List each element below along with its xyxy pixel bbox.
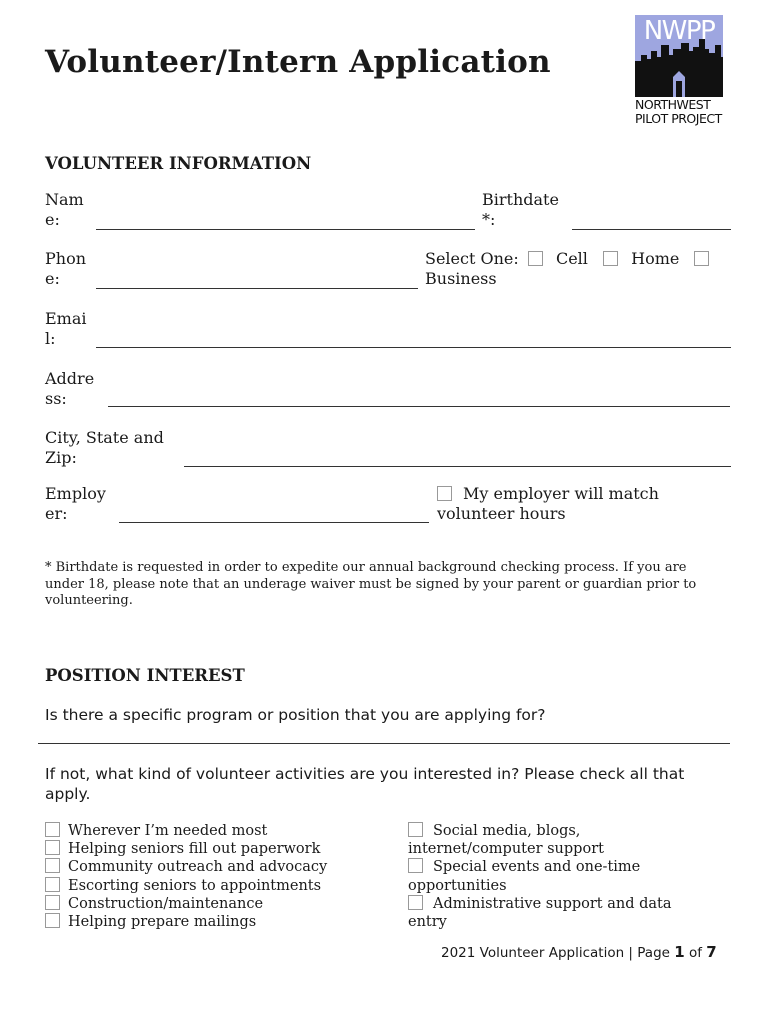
email-label: [45, 309, 87, 349]
address-field[interactable]: [108, 406, 730, 407]
list-item: [408, 858, 672, 876]
interest-options-left: [45, 822, 327, 931]
current-page-number: 1: [674, 943, 685, 961]
phone-type-selector: [425, 249, 709, 269]
logo-sky: [635, 15, 723, 97]
option-label: Escorting seniors to appointments: [68, 877, 322, 894]
birthdate-field[interactable]: [572, 229, 731, 230]
option-label-line-1: Special events and one-time: [433, 859, 641, 876]
business-checkbox[interactable]: [694, 251, 709, 266]
employer-label-line-1: Employ: [45, 484, 106, 503]
option-checkbox[interactable]: [45, 877, 60, 892]
option-label: Construction/maintenance: [68, 895, 264, 912]
phone-label-line-2: e:: [45, 269, 60, 288]
city-state-zip-label: [45, 428, 164, 468]
employer-field[interactable]: [119, 522, 429, 523]
list-item: [408, 895, 672, 913]
home-label: Home: [631, 249, 680, 268]
address-label-line-1: Addre: [45, 369, 95, 388]
cell-checkbox[interactable]: [528, 251, 543, 266]
page-title: Volunteer/Intern Application: [45, 44, 551, 80]
activities-question: If not, what kind of volunteer activities are you interested in? Please check all that apply.: [45, 765, 685, 803]
option-label-line-2: entry: [408, 914, 447, 931]
employer-label: [45, 484, 106, 524]
name-label: [45, 190, 84, 230]
list-item: [45, 895, 327, 913]
list-item: [45, 822, 327, 840]
employer-label-line-2: er:: [45, 504, 68, 523]
option-checkbox[interactable]: [408, 895, 423, 910]
birthdate-label-line-2: *:: [482, 210, 496, 229]
list-item: [45, 913, 327, 931]
employer-match-checkbox[interactable]: [437, 486, 452, 501]
option-checkbox[interactable]: [408, 822, 423, 837]
address-label: [45, 369, 94, 409]
page-footer: [441, 943, 717, 961]
specific-position-field[interactable]: [38, 743, 730, 744]
option-checkbox[interactable]: [45, 895, 60, 910]
nwpp-logo: [635, 15, 725, 127]
list-item: [45, 840, 327, 858]
list-item: [45, 858, 327, 876]
option-label-line-2: internet/computer support: [408, 841, 604, 858]
option-label: Community outreach and advocacy: [68, 859, 328, 876]
option-checkbox[interactable]: [45, 858, 60, 873]
business-label: Business: [425, 269, 497, 288]
total-pages: 7: [706, 943, 717, 961]
phone-label: [45, 249, 86, 289]
name-field[interactable]: [96, 229, 475, 230]
phone-label-line-1: Phon: [45, 249, 87, 268]
option-label: Helping prepare mailings: [68, 914, 257, 931]
section-heading-position-interest: POSITION INTEREST: [45, 666, 245, 685]
email-label-line-1: Emai: [45, 309, 87, 328]
interest-options-right: [408, 822, 672, 931]
list-item: [45, 877, 327, 895]
option-checkbox[interactable]: [45, 913, 60, 928]
phone-field[interactable]: [96, 288, 418, 289]
birthdate-note: * Birthdate is requested in order to expedite our annual background checking process. If you are under 18, please note that an underage waiver must be signed by your parent or guardian prior to volunteering.: [45, 560, 697, 608]
name-label-line-1: Nam: [45, 190, 84, 209]
section-heading-volunteer-info: VOLUNTEER INFORMATION: [45, 154, 312, 173]
option-checkbox[interactable]: [408, 858, 423, 873]
select-one-label: Select One:: [425, 249, 519, 268]
option-label: Helping seniors fill out paperwork: [68, 841, 321, 858]
logo-line-1: NORTHWEST: [635, 97, 711, 112]
footer-of: of: [688, 945, 702, 961]
employer-match-option: [437, 484, 659, 524]
home-checkbox[interactable]: [603, 251, 618, 266]
employer-match-line-2: volunteer hours: [437, 504, 566, 523]
option-label-line-1: Administrative support and data: [433, 895, 672, 912]
logo-line-2: PILOT PROJECT: [635, 111, 722, 126]
option-label: Wherever I’m needed most: [68, 823, 268, 839]
email-field[interactable]: [96, 347, 731, 348]
specific-position-question: Is there a specific program or position that you are applying for?: [45, 706, 546, 724]
city-label-line-2: Zip:: [45, 448, 77, 467]
name-label-line-2: e:: [45, 210, 60, 229]
city-skyline-icon: [635, 15, 723, 97]
address-label-line-2: ss:: [45, 389, 67, 408]
footer-text: 2021 Volunteer Application | Page: [441, 945, 670, 961]
birthdate-label: [482, 190, 559, 230]
logo-wordmark: NWPP: [643, 16, 715, 46]
birthdate-label-line-1: Birthdate: [482, 190, 559, 209]
list-item: [408, 822, 672, 840]
option-label-line-2: opportunities: [408, 877, 507, 894]
city-state-zip-field[interactable]: [184, 466, 731, 467]
cell-label: Cell: [555, 249, 588, 268]
option-checkbox[interactable]: [45, 822, 60, 837]
employer-match-line-1: My employer will match: [463, 484, 659, 503]
city-label-line-1: City, State and: [45, 428, 164, 447]
option-label-line-1: Social media, blogs,: [433, 823, 581, 839]
email-label-line-2: l:: [45, 329, 56, 348]
option-checkbox[interactable]: [45, 840, 60, 855]
